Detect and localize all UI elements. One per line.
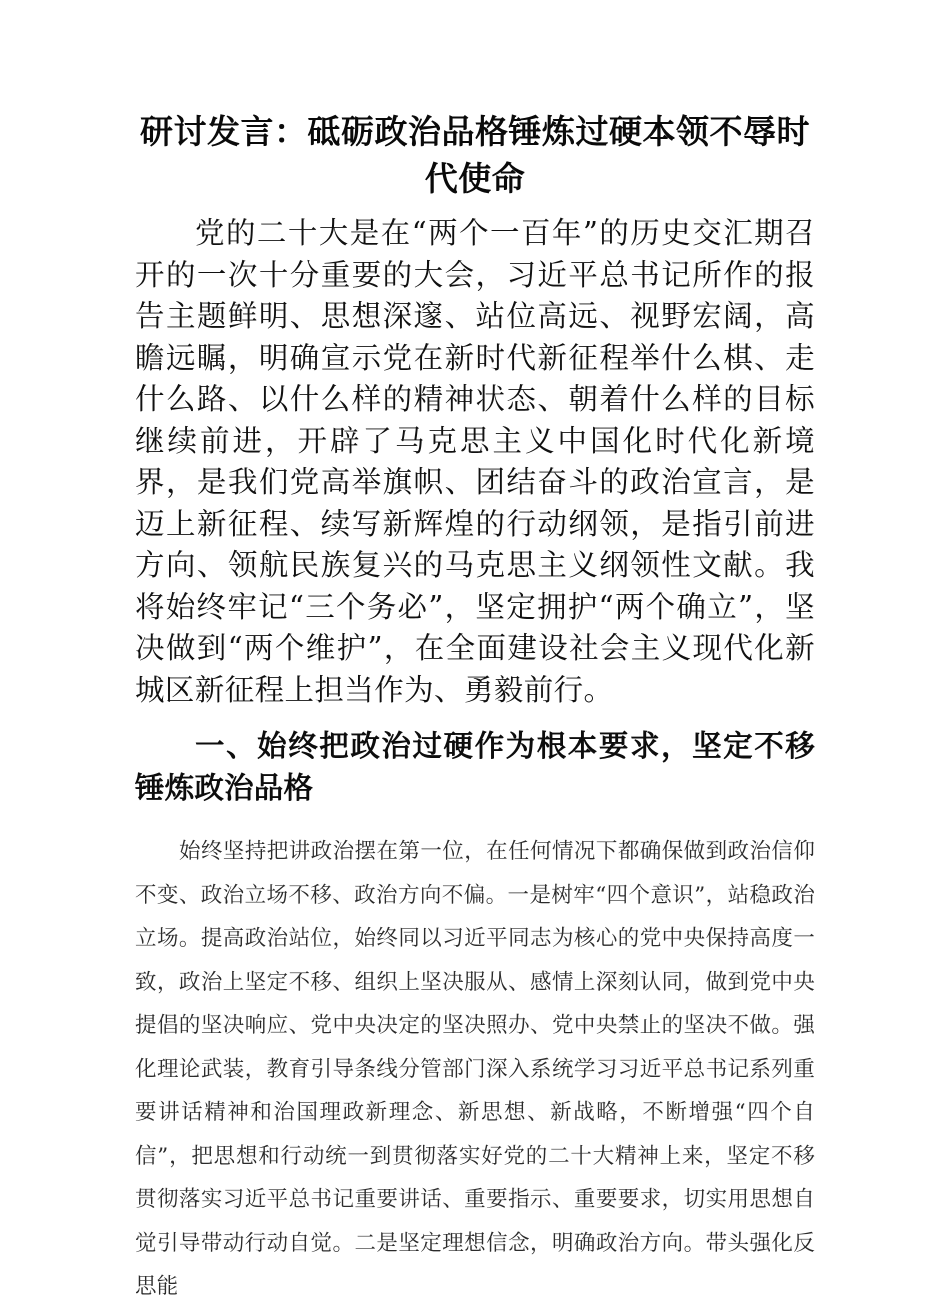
- page-title: 研讨发言：砥砺政治品格锤炼过硬本领不辱时代使命: [140, 112, 810, 198]
- section-one-body-paragraph: 始终坚持把讲政治摆在第一位，在任何情况下都确保做到政治信仰不变、政治立场不移、政治方向不偏。一是树牢“四个意识”，站稳政治立场。提高政治站位，始终同以习近平同志为核心的党中央保持高度一致，政治上坚定不移、组织上坚决服从、感情上深刻认同，做到党中央提倡的坚决响应、党中央决定的坚决照办、党中央禁止的坚决不做。强化理论武装，教育引导条线分管部门深入系统学习习近平总书记系列重要讲话精神和治国理政新理念、新思想、新战略，不断增强“四个自信”，把思想和行动统一到贯彻落实好党的二十大精神上来，坚定不移贯彻落实习近平总书记重要讲话、重要指示、重要要求，切实用思想自觉引导带动行动自觉。二是坚定理想信念，明确政治方向。带头强化反思能: [135, 839, 815, 1299]
- section-heading-one: 一、始终把政治过硬作为根本要求，坚定不移锤炼政治品格: [135, 728, 815, 805]
- document-body: [135, 213, 815, 1309]
- intro-paragraph: 党的二十大是在“两个一百年”的历史交汇期召开的一次十分重要的大会，习近平总书记所作的报告主题鲜明、思想深邃、站位高远、视野宏阔，高瞻远瞩，明确宣示党在新时代新征程举什么棋、走什么路、以什么样的精神状态、朝着什么样的目标继续前进，开辟了马克思主义中国化时代化新境界，是我们党高举旗帜、团结奋斗的政治宣言，是迈上新征程、续写新辉煌的行动纲领，是指引前进方向、领航民族复兴的马克思主义纲领性文献。我将始终牢记“三个务必”，坚定拥护“两个确立”，坚决做到“两个维护”，在全面建设社会主义现代化新城区新征程上担当作为、勇毅前行。: [135, 216, 815, 707]
